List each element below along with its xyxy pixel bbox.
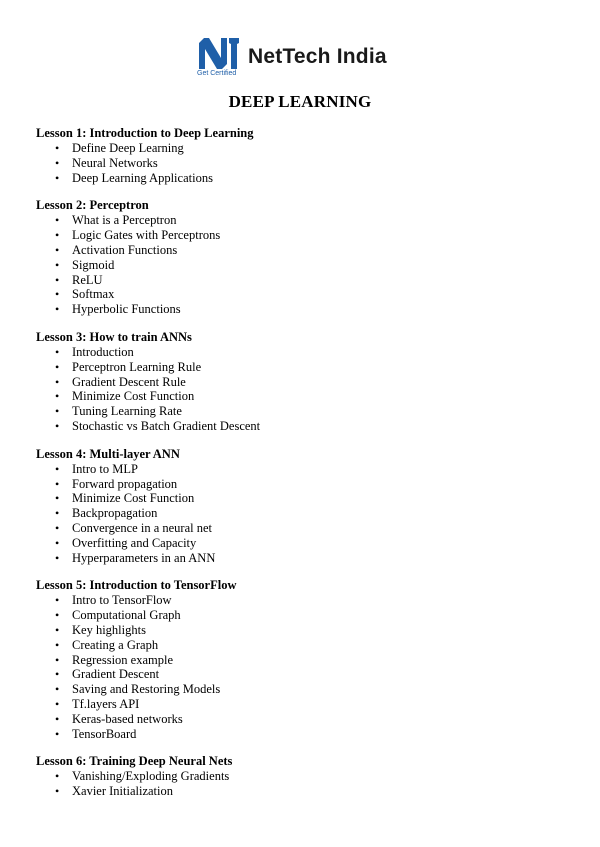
lesson-section (36, 754, 576, 799)
lesson-section (36, 578, 576, 741)
topic-item: • Saving and Restoring Models (36, 682, 576, 697)
topic-item: • ReLU (36, 273, 576, 288)
lesson-title: Lesson 4: Multi-layer ANN (36, 446, 180, 461)
lesson-section (36, 447, 576, 566)
topic-item: • Xavier Initialization (36, 784, 576, 799)
topic-list (36, 593, 576, 741)
topic-item: • Minimize Cost Function (36, 491, 576, 506)
topic-item: • Gradient Descent Rule (36, 375, 576, 390)
topic-item: • Overfitting and Capacity (36, 536, 576, 551)
topic-item: • Regression example (36, 653, 576, 668)
topic-item: • Logic Gates with Perceptrons (36, 228, 576, 243)
topic-item: • Backpropagation (36, 506, 576, 521)
lesson-title: Lesson 3: How to train ANNs (36, 329, 192, 344)
lesson-title: Lesson 1: Introduction to Deep Learning (36, 126, 254, 140)
topic-item: • Tf.layers API (36, 697, 576, 712)
topic-item: • Forward propagation (36, 477, 576, 492)
topic-item: • Hyperparameters in an ANN (36, 551, 576, 566)
topic-item: • Perceptron Learning Rule (36, 360, 576, 375)
topic-item: • Stochastic vs Batch Gradient Descent (36, 419, 576, 434)
topic-item: • Intro to MLP (36, 462, 576, 477)
brand-name: NetTech India (248, 45, 387, 68)
topic-item: • Minimize Cost Function (36, 389, 576, 404)
topic-list (36, 769, 576, 799)
topic-item: • What is a Perceptron (36, 213, 576, 228)
topic-item: • Convergence in a neural net (36, 521, 576, 536)
topic-item: • Define Deep Learning (36, 141, 576, 156)
document-title: DEEP LEARNING (228, 92, 372, 111)
lesson-list (36, 126, 576, 812)
lesson-title: Lesson 6: Training Deep Neural Nets (36, 754, 233, 769)
topic-item: • Vanishing/Exploding Gradients (36, 769, 576, 784)
topic-item: • Activation Functions (36, 243, 576, 258)
nt-logo-mark-icon (196, 36, 240, 70)
topic-item: • Computational Graph (36, 608, 576, 623)
topic-list (36, 213, 576, 317)
topic-item: • Deep Learning Applications (36, 171, 576, 186)
topic-item: • Gradient Descent (36, 667, 576, 682)
lesson-title: Lesson 5: Introduction to TensorFlow (36, 578, 237, 593)
topic-item: • Key highlights (36, 623, 576, 638)
topic-list (36, 345, 576, 434)
topic-item: • Introduction (36, 345, 576, 360)
topic-item: • Keras-based networks (36, 712, 576, 727)
brand-logo (196, 36, 416, 80)
topic-item: • Intro to TensorFlow (36, 593, 576, 608)
topic-item: • Sigmoid (36, 258, 576, 273)
topic-item: • Softmax (36, 287, 576, 302)
lesson-title: Lesson 2: Perceptron (36, 198, 149, 213)
brand-tagline: Get Certified (197, 70, 237, 77)
lesson-section (36, 126, 576, 185)
topic-item: • Tuning Learning Rate (36, 404, 576, 419)
lesson-section (36, 330, 576, 434)
lesson-section (36, 198, 576, 317)
topic-item: • Neural Networks (36, 156, 576, 171)
topic-item: • Creating a Graph (36, 638, 576, 653)
topic-item: • TensorBoard (36, 727, 576, 742)
topic-list (36, 141, 576, 185)
topic-list (36, 462, 576, 566)
topic-item: • Hyperbolic Functions (36, 302, 576, 317)
